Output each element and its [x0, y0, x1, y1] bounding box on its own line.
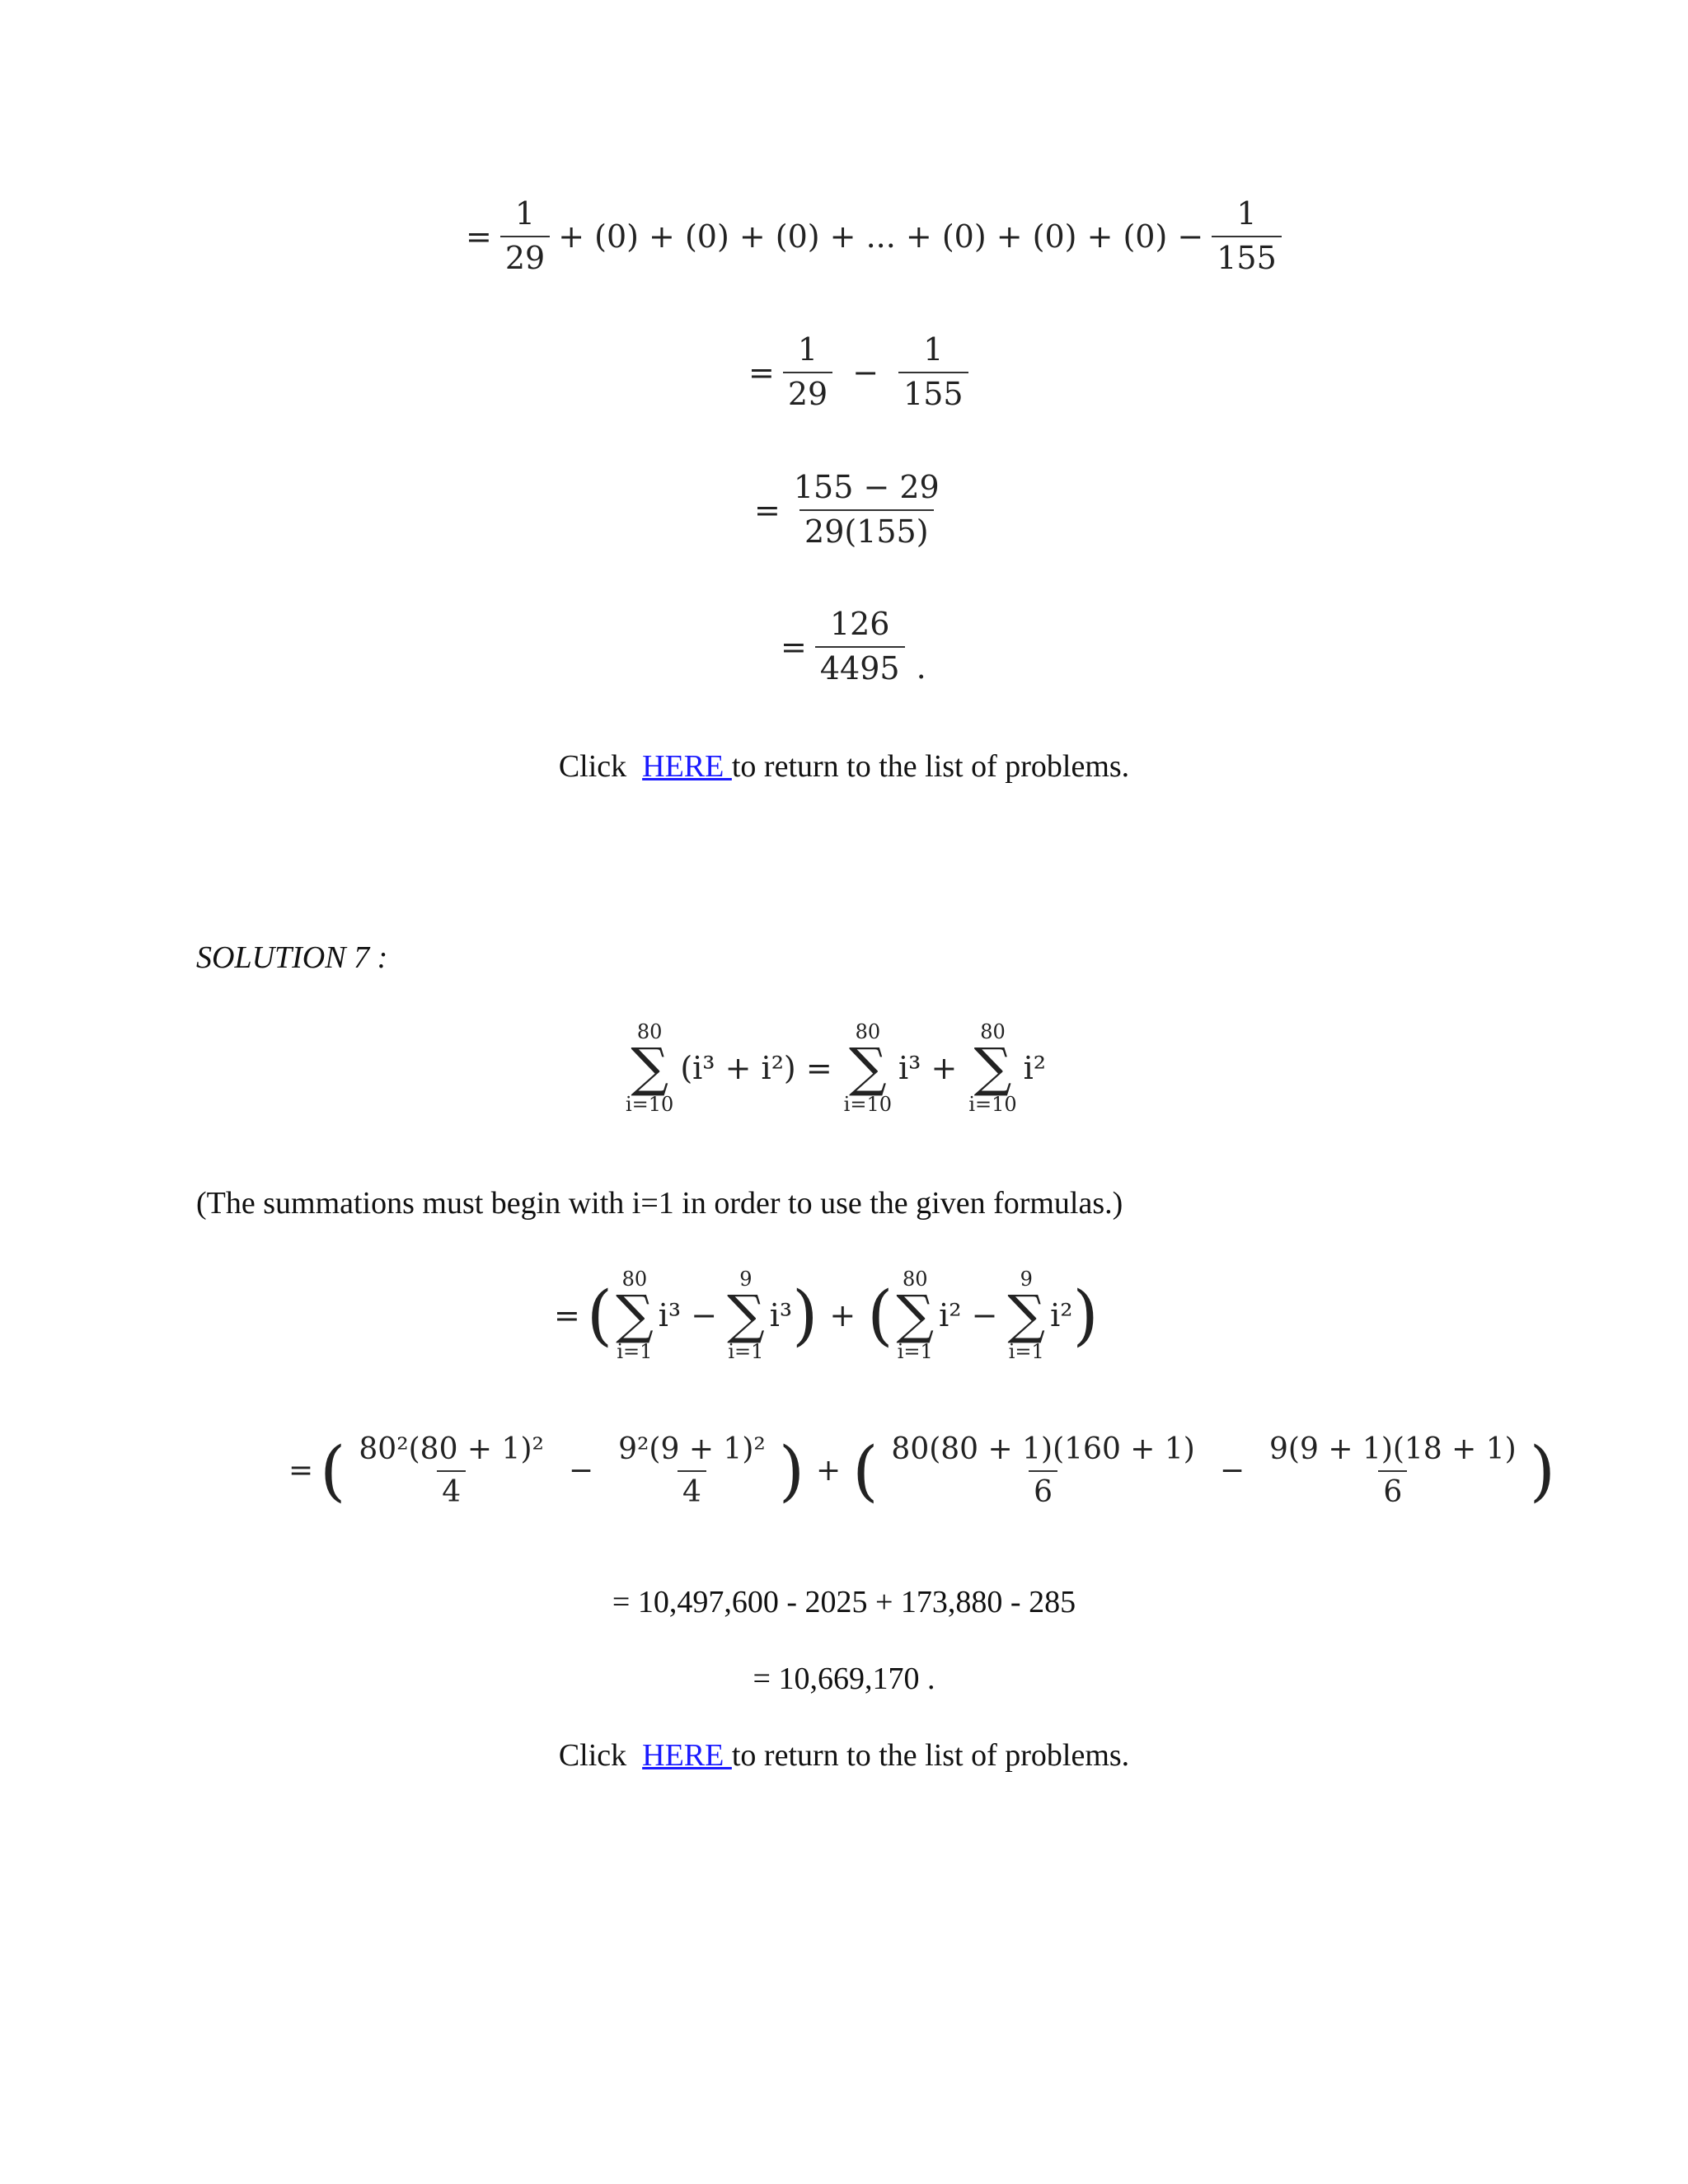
sum-sigma-icon: 80 ∑ i=1 — [896, 1268, 935, 1363]
fraction-155-29: $\frac{155 - 29}{29(155)}$ — [793, 469, 940, 550]
return-link-line-7: Click HERE to return to the list of problems. — [558, 1738, 1130, 1773]
sum-sigma-icon: 9 ∑ i=1 — [727, 1268, 765, 1363]
sol6-line1 — [466, 195, 1290, 276]
equals-sign: = — [466, 218, 492, 255]
sol7-eq3: = ( $\frac{\text{80²(80 + 1)²}}{4}$ − $\frac{\text{9²(9 + 1)²}}{4}$ ) + ( $\frac{80(80 + 1)(160 + 1)}{6}$ − $\frac{9(9 + 1)(18 + 1)}{6}$ ) — [288, 1432, 1555, 1509]
fraction-1-29: $\frac{1}{29}$ — [500, 198, 550, 275]
sum-sigma-icon: 80 ∑ i=10 — [843, 1020, 892, 1116]
fraction-cubes-80: $\frac{\text{80²(80 + 1)²}}{4}$ — [359, 1432, 544, 1509]
sol6-line3: = $\frac{155 - 29}{29(155)}$ — [754, 471, 953, 549]
sol7-eq1: 80 ∑ i=10 (i³ + i²) = 80 ∑ i=10 i³ + 80 ∑ i=10 i² — [626, 1020, 1047, 1116]
sol7-eq2: = ( 80 ∑ i=1 i³ − 9 ∑ i=1 i³ ) + ( 80 ∑ i=1 i² − 9 ∑ i=1 i² ) — [554, 1268, 1099, 1363]
sum-sigma-icon: 80 ∑ i=1 — [616, 1268, 654, 1363]
fraction-1-155: $\frac{1}{155}$ — [1212, 198, 1282, 275]
sol6-line4: = $\frac{126}{4495}$ . — [781, 606, 926, 687]
sol7-line4: = 10,497,600 - 2025 + 173,880 - 285 — [612, 1585, 1076, 1619]
sum-sigma-icon: 80 ∑ i=10 — [968, 1020, 1017, 1116]
period: . — [916, 649, 926, 686]
return-link-line-6: Click HERE to return to the list of problems. — [558, 749, 1130, 784]
fraction-b: $\frac{1}{155}$ — [898, 334, 968, 411]
here-link[interactable]: HERE — [642, 1738, 732, 1773]
sum-sigma-icon: 9 ∑ i=1 — [1007, 1268, 1046, 1363]
formula-note: (The summations must begin with i=1 in order to use the given formulas.) — [196, 1186, 1123, 1221]
here-link[interactable]: HERE — [642, 749, 732, 784]
sum-sigma-icon: 80 ∑ i=10 — [626, 1020, 674, 1116]
sol7-line5: = 10,669,170 . — [753, 1661, 935, 1696]
fraction-squares-80: $\frac{80(80 + 1)(160 + 1)}{6}$ — [891, 1432, 1195, 1509]
solution-heading: SOLUTION 7 : — [196, 940, 388, 975]
telescoping-zeros: + (0) + (0) + (0) + ... + (0) + (0) + (0) − — [558, 218, 1204, 255]
fraction-squares-9: $\frac{9(9 + 1)(18 + 1)}{6}$ — [1269, 1432, 1517, 1509]
fraction-a: $\frac{1}{29}$ — [783, 334, 832, 411]
fraction-cubes-9: $\frac{\text{9²(9 + 1)²}}{4}$ — [618, 1432, 766, 1509]
fraction-126-4495: $\frac{126}{4495}$ — [815, 608, 905, 686]
sol6-line2: = $\frac{1}{29}$ − $\frac{1}{155}$ — [748, 334, 977, 411]
